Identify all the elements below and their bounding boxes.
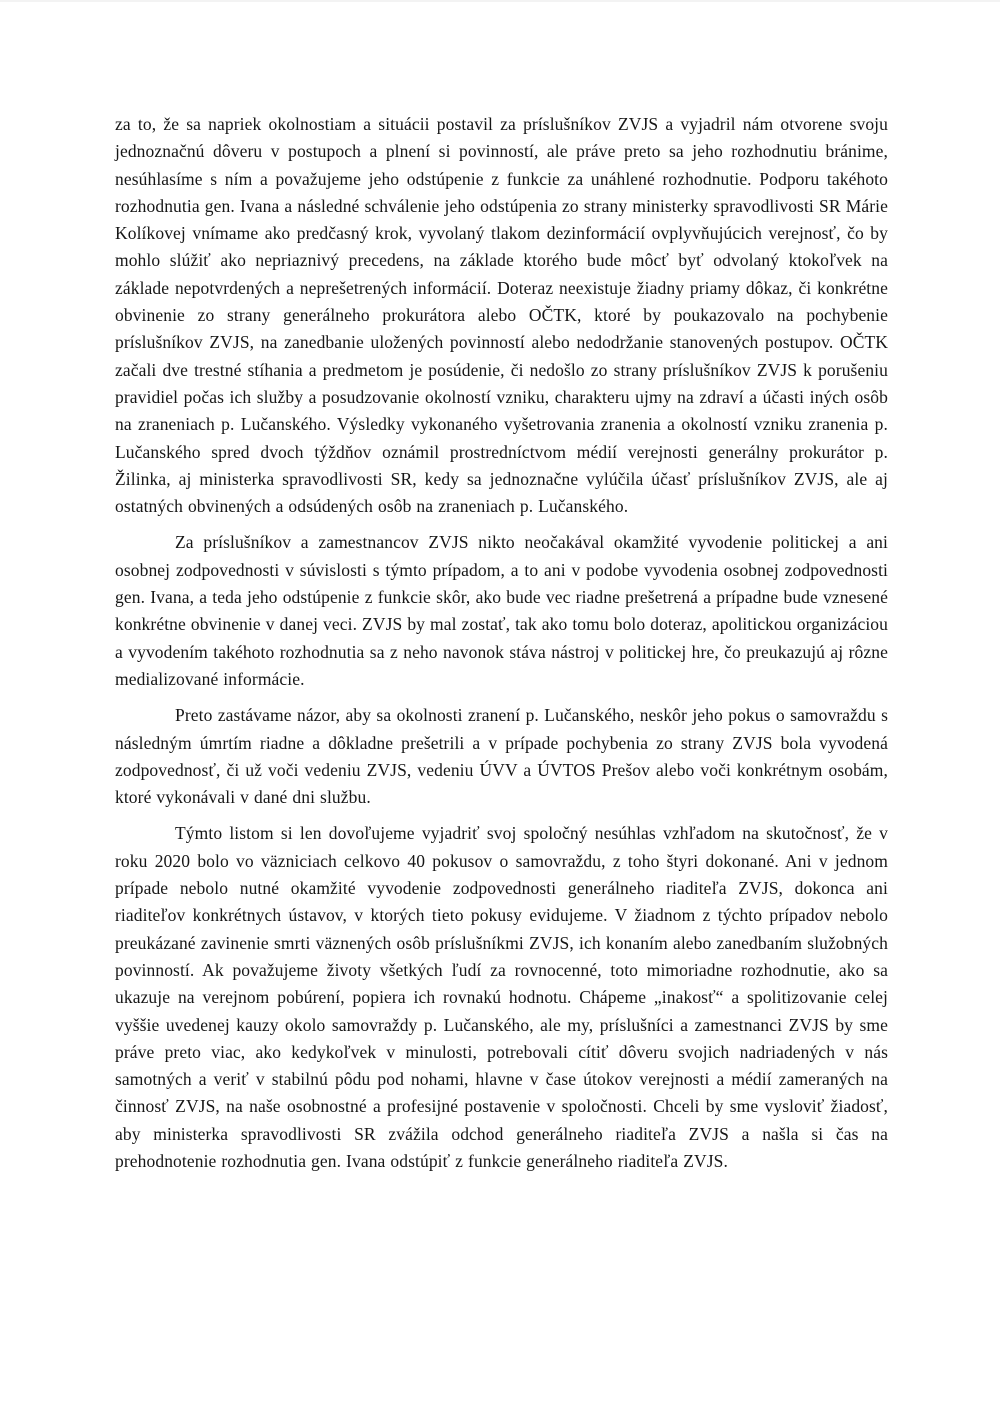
letter-body bbox=[115, 111, 888, 1184]
paragraph-2: Za príslušníkov a zamestnancov ZVJS nikto neočakával okamžité vyvodenie politickej a ani osobnej zodpovednosti v súvislosti s týmto prípadom, a to ani v podobe vyvodenia osobnej zodpovednosti gen. Ivana, a teda jeho odstúpenie z funkcie skôr, ako bude vec riadne prešetrená a prípadne bude vznesené konkrétne obvinenie v danej veci. ZVJS by mal zostať, tak ako tomu bolo doteraz, apolitickou organizáciou a vyvodením takéhoto rozhodnutia sa z neho navonok stáva nástroj v politickej hre, čo preukazujú aj rôzne medializované informácie. bbox=[115, 532, 888, 689]
paragraph-3: Preto zastávame názor, aby sa okolnosti zranení p. Lučanského, neskôr jeho pokus o samovraždu s následným úmrtím riadne a dôkladne prešetrili a v prípade pochybenia zo strany ZVJS bola vyvodená zodpovednosť, či už voči vedeniu ZVJS, vedeniu ÚVV a ÚVTOS Prešov alebo voči konkrétnym osobám, ktoré vykonávali v dané dni službu. bbox=[115, 705, 888, 808]
paragraph-4: Týmto listom si len dovoľujeme vyjadriť svoj spoločný nesúhlas vzhľadom na skutočnosť, že v roku 2020 bolo vo väzniciach celkovo 40 pokusov o samovraždu, z toho štyri dokonané. Ani v jednom prípade nebolo nutné okamžité vyvodenie zodpovednosti generálneho riaditeľa ZVJS, dokonca ani riaditeľov konkrétnych ústavov, v ktorých tieto pokusy evidujeme. V žiadnom z týchto prípadov nebolo preukázané zavinenie smrti väznených osôb príslušníkmi ZVJS, ich konaním alebo zanedbaním služobných povinností. Ak považujeme životy všetkých ľudí za rovnocenné, toto mimoriadne rozhodnutie, ako sa ukazuje na verejnom pobúrení, popiera ich rovnakú hodnotu. Chápeme „inakosť“ a spolitizovanie celej vyššie uvedenej kauzy okolo samovraždy p. Lučanského, ale my, príslušníci a zamestnanci ZVJS by sme práve preto viac, ako kedykoľvek v minulosti, potrebovali cítiť dôveru svojich nadriadených v nás samotných a veriť v stabilnú pôdu pod nohami, hlavne v čase útokov verejnosti a médií zameraných na činnosť ZVJS, na naše osobnostné a profesijné postavenie v spoločnosti. Chceli by sme vysloviť žiadosť, aby ministerka spravodlivosti SR zvážila odchod generálneho riaditeľa ZVJS a našla si čas na prehodnotenie rozhodnutia gen. Ivana odstúpiť z funkcie generálneho riaditeľa ZVJS. bbox=[115, 823, 888, 1171]
paragraph-1: za to, že sa napriek okolnostiam a situácii postavil za príslušníkov ZVJS a vyjadril nám otvorene svoju jednoznačnú dôveru v postupoch a plnení si povinností, ale práve preto sa jeho rozhodnutiu bránime, nesúhlasíme s ním a považujeme jeho odstúpenie z funkcie za unáhlené rozhodnutie. Podporu takéhoto rozhodnutia gen. Ivana a následné schválenie jeho odstúpenia zo strany ministerky spravodlivosti SR Márie Kolíkovej vnímame ako predčasný krok, vyvolaný tlakom dezinformácií ovplyvňujúcich verejnosť, čo by mohlo slúžiť ako nepriaznivý precedens, na základe ktorého bude môcť byť odvolaný ktokoľvek na základe nepotvrdených a neprešetrených informácií. Doteraz neexistuje žiadny priamy dôkaz, či konkrétne obvinenie zo strany generálneho prokurátora alebo OČTK, ktoré by poukazovalo na pochybenie príslušníkov ZVJS, na zanedbanie uložených povinností alebo nedodržanie stanovených postupov. OČTK začali dve trestné stíhania a predmetom je posúdenie, či nedošlo zo strany príslušníkov ZVJS k porušeniu pravidiel počas ich služby a posudzovanie okolností vzniku, charakteru ujmy na zdraví a účasti iných osôb na zraneniach p. Lučanského. Výsledky vykonaného vyšetrovania zranenia a okolností vzniku zranenia p. Lučanského spred dvoch týždňov oznámil prostredníctvom médií verejnosti generálny prokurátor p. Žilinka, aj ministerka spravodlivosti SR, kedy sa jednoznačne vylúčila účasť príslušníkov ZVJS, ale aj ostatných obvinených a odsúdených osôb na zraneniach p. Lučanského. bbox=[115, 114, 888, 517]
scan-edge-artifact bbox=[0, 0, 1000, 2]
